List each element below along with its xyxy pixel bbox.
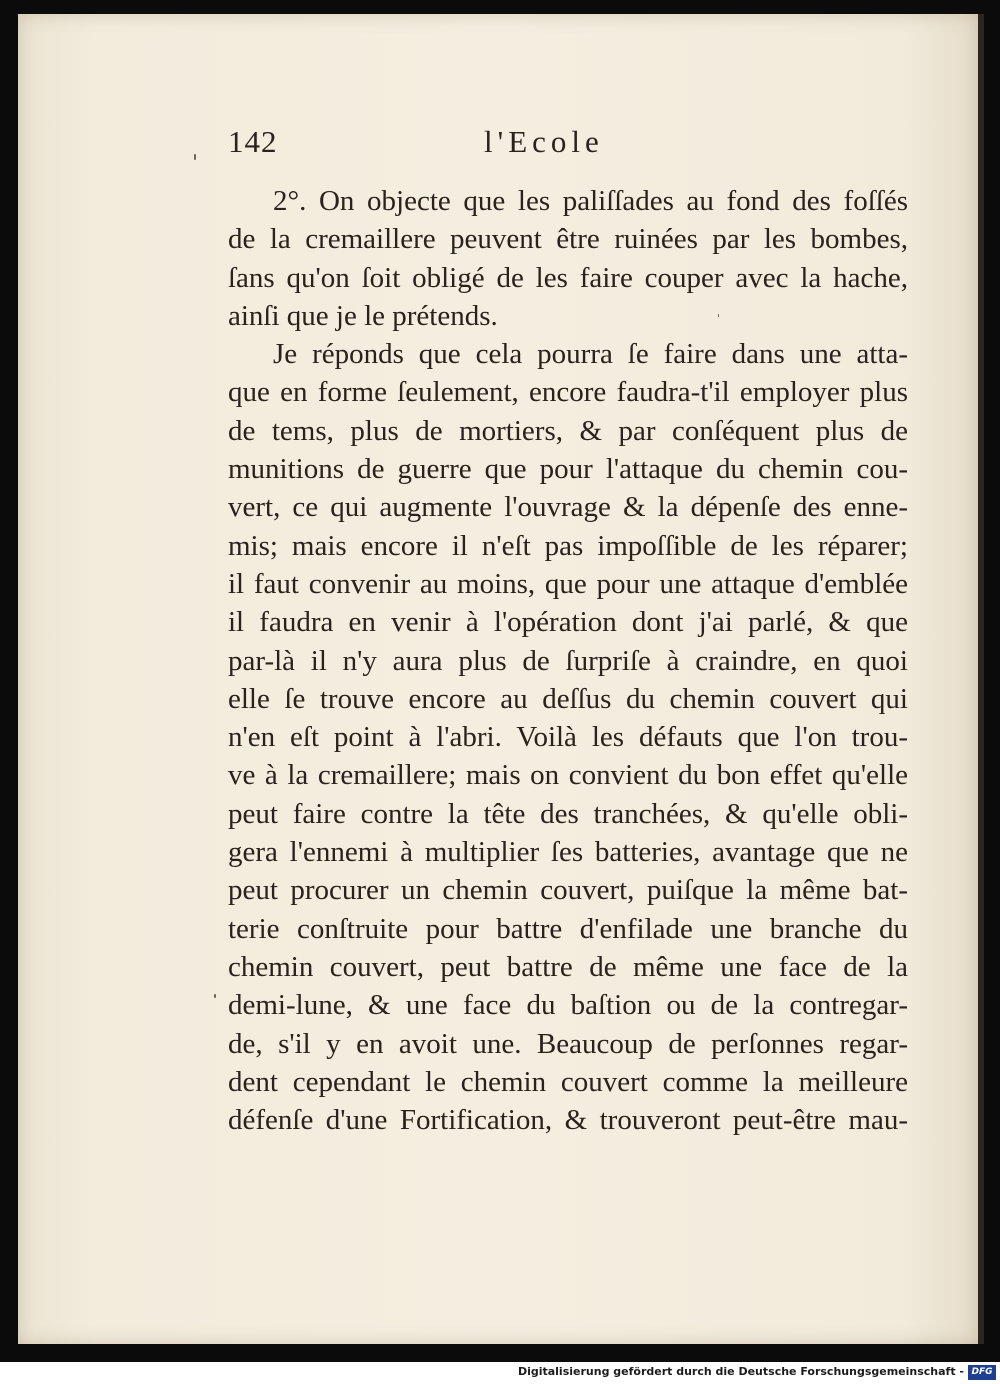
page-heading: l'Ecole	[484, 124, 604, 159]
text-line: dent cependant le chemin couvert comme la meilleure	[228, 1065, 908, 1098]
text-line: peut faire contre la tête des tranchées, & qu'elle obli-	[228, 797, 908, 830]
text-line: défenſe d'une Fortification, & trouveront peut-être mau-	[228, 1104, 908, 1137]
paper-fleck	[194, 154, 196, 160]
text-line: terie conſtruite pour battre d'enfilade une branche du	[228, 912, 908, 945]
text-line: 2°. On objecte que les paliſſades au fond des foſſés	[273, 185, 908, 217]
text-line: vert, ce qui augmente l'ouvrage & la dépenſe des enne-	[228, 491, 908, 524]
text-line: par-là il n'y aura plus de ſurpriſe à craindre, en quoi	[228, 644, 908, 677]
page-edge	[978, 14, 984, 1344]
text-line: demi-lune, & une face du baſtion ou de la contregar-	[228, 989, 908, 1022]
text-line: gera l'ennemi à multiplier ſes batteries, avantage que ne	[228, 836, 908, 869]
text-line: de la cremaillere peuvent être ruinées par les bombes,	[228, 223, 908, 256]
text-line: ve à la cremaillere; mais on convient du bon effet qu'elle	[228, 759, 908, 792]
text-line: de tems, plus de mortiers, & par conſéquent plus de	[228, 414, 908, 447]
footer-credit: Digitalisierung gefördert durch die Deutsche Forschungsgemeinschaft -	[517, 1365, 964, 1378]
book-page	[18, 14, 978, 1344]
dfg-logo: DFG	[968, 1365, 996, 1380]
paper-fleck	[214, 994, 216, 998]
page-number: 142	[228, 124, 278, 159]
text-line: il faudra en venir à l'opération dont j'ai parlé, & que	[228, 606, 908, 639]
text-line: ſans qu'on ſoit obligé de les faire couper avec la hache,	[228, 261, 908, 294]
body-text	[228, 182, 908, 1139]
running-head	[228, 118, 908, 168]
digitization-footer	[0, 1362, 1000, 1384]
text-line: munitions de guerre que pour l'attaque du chemin cou-	[228, 453, 908, 486]
text-line: que en forme ſeulement, encore faudra-t'il employer plus	[228, 376, 908, 409]
text-line: mis; mais encore il n'eſt pas impoſſible de les réparer;	[228, 529, 908, 562]
text-line: ainſi que je le prétends.	[228, 299, 498, 332]
text-line: n'en eſt point à l'abri. Voilà les défauts que l'on trou-	[228, 721, 908, 754]
text-line: elle ſe trouve encore au deſſus du chemin couvert qui	[228, 682, 908, 715]
text-line: il faut convenir au moins, que pour une attaque d'emblée	[228, 567, 908, 600]
paragraph-objection	[228, 182, 908, 335]
text-line: de, s'il y en avoit une. Beaucoup de perſonnes regar-	[228, 1027, 908, 1060]
text-line: Je réponds que cela pourra ſe faire dans une atta-	[273, 338, 908, 371]
paragraph-reply	[228, 335, 908, 1139]
text-line: peut procurer un chemin couvert, puiſque la même bat-	[228, 874, 908, 907]
text-line: chemin couvert, peut battre de même une face de la	[228, 950, 908, 983]
